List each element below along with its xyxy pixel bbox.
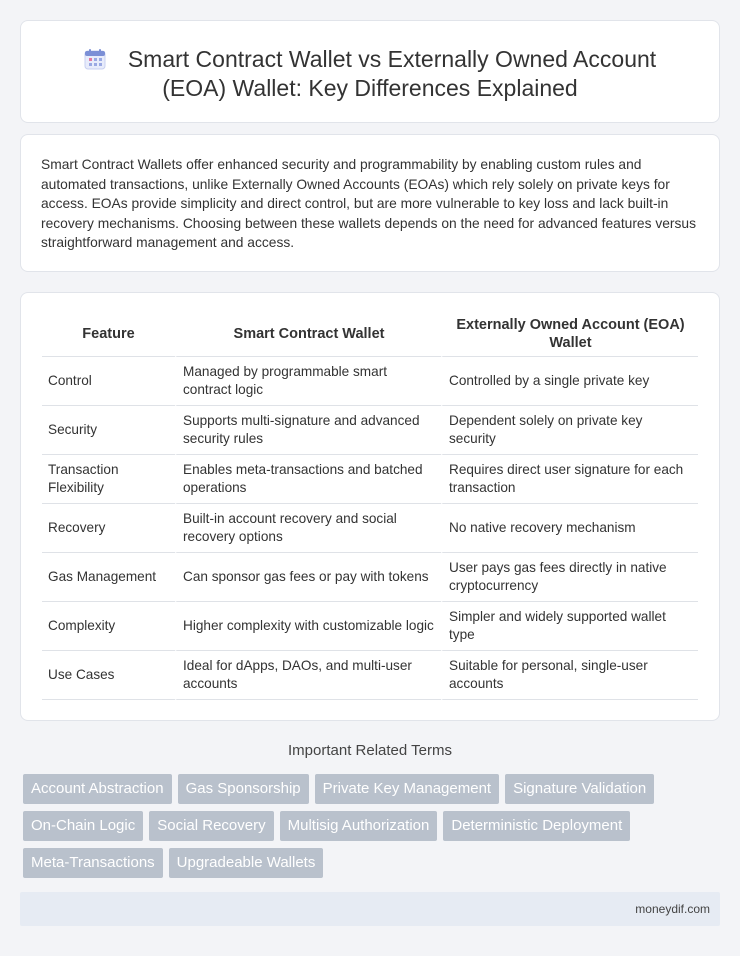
tag-meta-transactions[interactable]: Meta-Transactions (23, 848, 163, 878)
tag-private-key-management[interactable]: Private Key Management (315, 774, 499, 804)
feature-cell: Gas Management (42, 553, 175, 602)
table-row (42, 357, 698, 406)
smart-contract-cell: Managed by programmable smart contract logic (175, 357, 441, 406)
tag-multisig-authorization[interactable]: Multisig Authorization (280, 811, 438, 841)
related-terms-list (23, 774, 713, 885)
tag-on-chain-logic[interactable]: On-Chain Logic (23, 811, 143, 841)
page-title (61, 45, 679, 103)
related-terms-title: Important Related Terms (288, 742, 452, 759)
smart-contract-cell: Higher complexity with customizable logic (175, 602, 441, 651)
feature-cell: Use Cases (42, 651, 175, 700)
smart-contract-cell: Enables meta-transactions and batched operations (175, 455, 441, 504)
tag-deterministic-deployment[interactable]: Deterministic Deployment (443, 811, 630, 841)
smart-contract-cell: Can sponsor gas fees or pay with tokens (175, 553, 441, 602)
header-feature: Feature (42, 311, 175, 357)
header-card (20, 20, 720, 123)
calendar-icon (84, 48, 106, 70)
feature-cell: Control (42, 357, 175, 406)
table-row (42, 455, 698, 504)
tag-social-recovery[interactable]: Social Recovery (149, 811, 273, 841)
table-row (42, 553, 698, 602)
page-title-text: Smart Contract Wallet vs Externally Owned Account (EOA) Wallet: Key Differences Explained (127, 46, 657, 101)
eoa-cell: Requires direct user signature for each transaction (441, 455, 698, 504)
eoa-cell: Dependent solely on private key security (441, 406, 698, 455)
smart-contract-cell: Supports multi-signature and advanced security rules (175, 406, 441, 455)
table-row (42, 406, 698, 455)
feature-cell: Complexity (42, 602, 175, 651)
feature-cell: Recovery (42, 504, 175, 553)
eoa-cell: Simpler and widely supported wallet type (441, 602, 698, 651)
comparison-card (20, 292, 720, 721)
tag-account-abstraction[interactable]: Account Abstraction (23, 774, 172, 804)
eoa-cell: User pays gas fees directly in native cryptocurrency (441, 553, 698, 602)
eoa-cell: Suitable for personal, single-user accounts (441, 651, 698, 700)
smart-contract-cell: Built-in account recovery and social recovery options (175, 504, 441, 553)
tag-upgradeable-wallets[interactable]: Upgradeable Wallets (169, 848, 324, 878)
intro-paragraph: Smart Contract Wallets offer enhanced security and programmability by enabling custom rules and automated transactions, unlike Externally Owned Accounts (EOAs) which rely solely on private keys for access. EOAs provide simplicity and direct control, but are more vulnerable to key loss and lack built-in recovery mechanisms. Choosing between these wallets depends on the need for advanced features versus straightforward management and access. (41, 157, 696, 251)
feature-cell: Security (42, 406, 175, 455)
intro-card (20, 134, 720, 272)
table-header-row (42, 311, 698, 357)
footer-site[interactable]: moneydif.com (635, 902, 710, 916)
table-row (42, 602, 698, 651)
footer (20, 892, 720, 926)
table-row (42, 651, 698, 700)
eoa-cell: Controlled by a single private key (441, 357, 698, 406)
header-smart-contract-wallet: Smart Contract Wallet (175, 311, 441, 357)
comparison-table (42, 311, 698, 700)
header-eoa-wallet: Externally Owned Account (EOA) Wallet (441, 311, 698, 357)
tag-signature-validation[interactable]: Signature Validation (505, 774, 654, 804)
table-row (42, 504, 698, 553)
eoa-cell: No native recovery mechanism (441, 504, 698, 553)
feature-cell: Transaction Flexibility (42, 455, 175, 504)
smart-contract-cell: Ideal for dApps, DAOs, and multi-user accounts (175, 651, 441, 700)
tag-gas-sponsorship[interactable]: Gas Sponsorship (178, 774, 309, 804)
